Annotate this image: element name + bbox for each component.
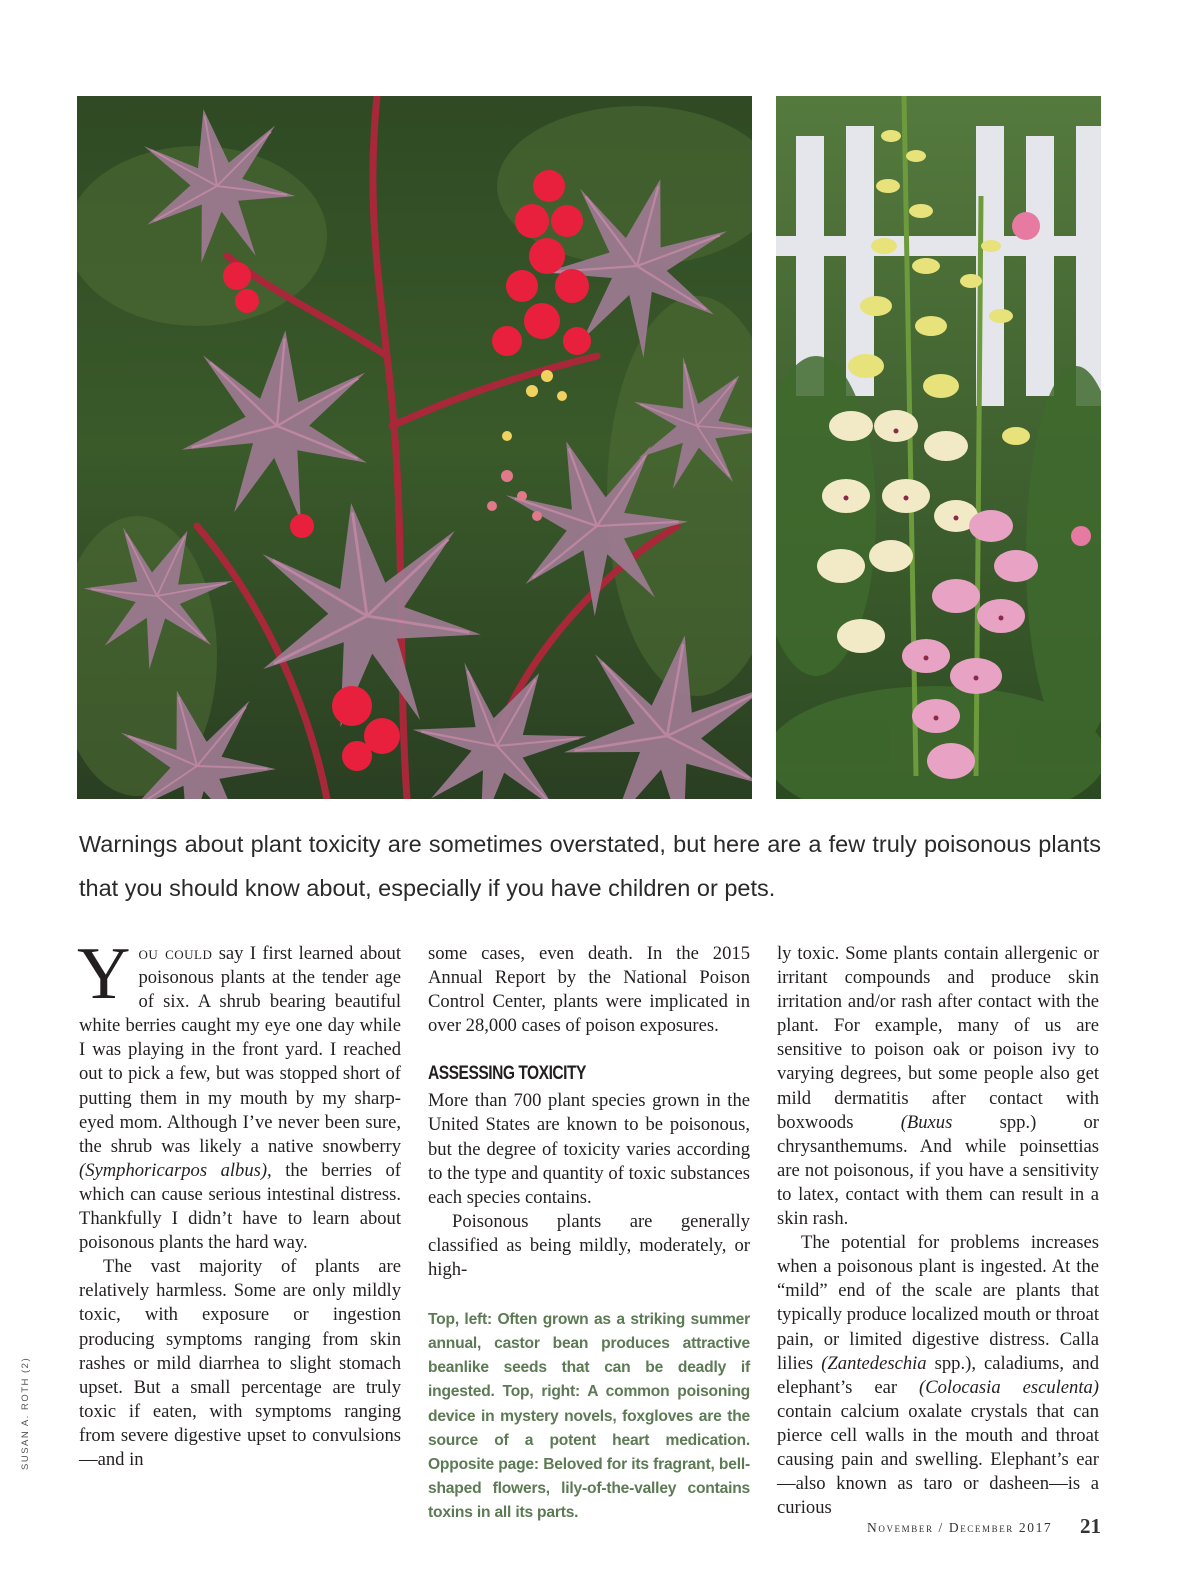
body-column-3	[777, 942, 1099, 1520]
paragraph-2-continued: some cases, even death. In the 2015 Annual Report by the National Poison Control Center, plants were implicated in over 28,000 cases of poison exposures.	[428, 943, 750, 1037]
intro-deck: Warnings about plant toxicity are sometimes overstated, but here are a few truly poisonous plants that you should know about, especially if you have children or pets.	[79, 831, 1101, 901]
photo-caption: Top, left: Often grown as a striking summer annual, castor bean produces attractive beanlike seeds that can be deadly if ingested. Top, right: A common poisoning device in mystery novels, foxgloves are the source of a potent heart medication. Opposite page: Beloved for its fragrant, bell-shaped flowers, lily-of-the-valley contains toxins in all its parts.	[428, 1311, 750, 1521]
photo-credit: SUSAN A. ROTH (2)	[20, 1356, 31, 1470]
opening-paragraph	[77, 933, 402, 1255]
paragraph-3: More than 700 plant species grown in the United States are known to be poisonous, but the degree of toxicity varies according to the type and quantity of toxic substances each species contains.	[428, 1090, 750, 1208]
p4-cont-text: ly toxic. Some plants contain allergenic or irritant compounds and produce skin irritation and/or rash after contact with the plant. For example, many of us are sensitive to poison oak or poison ivy to varying degrees, but some people also get mild dermatitis after contact with boxwoods	[777, 943, 1099, 1133]
paragraph-2: The vast majority of plants are relatively harmless. Some are only mildly toxic, with exposure or ingestion producing symptoms ranging from skin rashes or mild diarrhea to slight stomach upset. But a small percentage are truly toxic if eaten, with symptoms ranging from severe digestive upset to convulsions—and in	[79, 1256, 401, 1470]
body-column-1	[77, 933, 402, 1472]
p4-latin-name: (Buxus	[900, 1111, 953, 1133]
p1-latin-name: (Symphoricarpos albus),	[79, 1159, 272, 1181]
p5-latin-name-1: (Zantedeschia	[821, 1352, 927, 1374]
paragraph-4: Poisonous plants are generally classified as being mildly, moderately, or high-	[428, 1210, 750, 1281]
p1-text: say I first learned about poisonous plants at the tender age of six. A shrub bearing beautiful white berries caught my eye one day while I was playing in the front yard. I reached out to pick a few, but was stopped short of putting them in my mouth by my sharp-eyed mom. Although I’ve never been sure, the shrub was likely a native snowberry	[79, 943, 402, 1157]
p5-text: The potential for problems increases when a poisonous plant is ingested. At the “mild” end of the scale are plants that typically produce localized mouth or throat pain, or limited digestive distress. Calla lilies	[777, 1232, 1099, 1374]
body-column-2	[428, 942, 750, 1525]
p5-text-end: contain calcium oxalate crystals that can pierce cell walls in the mouth and throat causing pain and swelling. Elephant’s ear—also known as taro or dasheen—is a curious	[777, 1400, 1099, 1519]
lead-in: ou could	[138, 943, 213, 964]
issue-date: November / December 2017	[867, 1520, 1053, 1535]
page-number: 21	[1080, 1514, 1101, 1538]
section-subhead: ASSESSING TOXICITY	[428, 1063, 586, 1085]
p1-text-end: the berries of which can cause serious intestinal distress. Thankfully I didn’t have to learn about poisonous plants the hard way.	[79, 1159, 401, 1254]
p4-cont-text-end: spp.) or chrysanthemums. And while poinsettias are not poisonous, if you have a sensitivity to latex, contact with them can result in a skin rash.	[777, 1111, 1099, 1230]
paragraph-5	[777, 1231, 1099, 1520]
p5-latin-name-2: (Colocasia esculenta)	[919, 1376, 1099, 1398]
foxglove-photo	[776, 96, 1101, 799]
p5-text-mid: spp.), caladiums, and elephant’s ear	[777, 1352, 1099, 1398]
paragraph-4-continued	[777, 942, 1099, 1231]
drop-cap: Y	[77, 933, 131, 1015]
castor-bean-photo	[77, 96, 752, 799]
